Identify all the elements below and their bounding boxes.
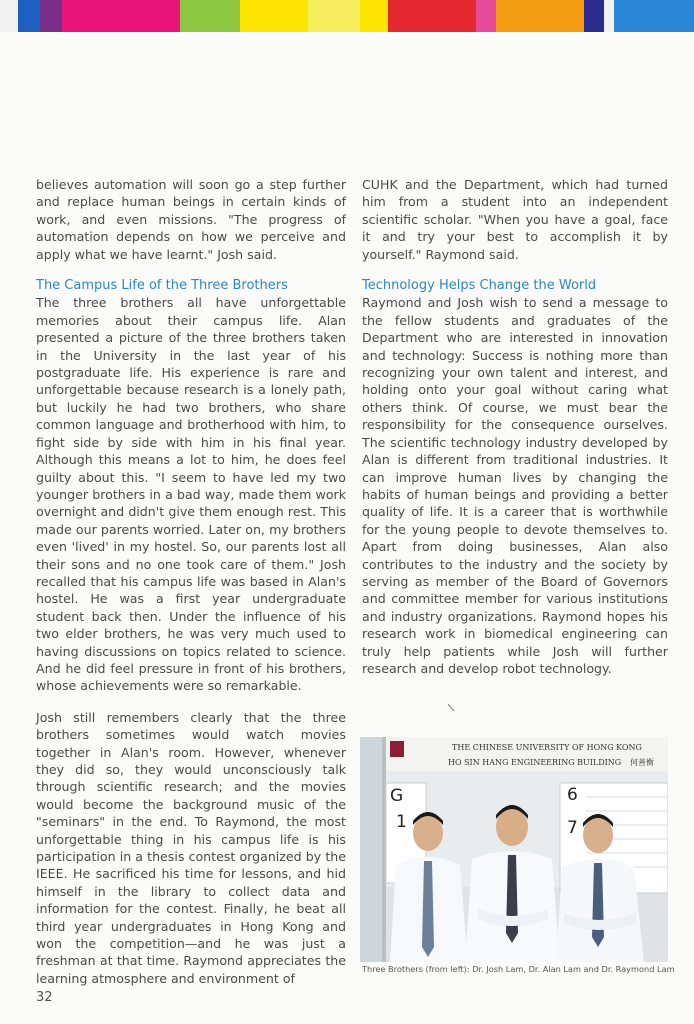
left-column [36, 176, 346, 987]
right-paragraph-2: Raymond and Josh wish to send a message to the fellow students and graduates of the Department who are interested in innovation and technology: Success is nothing more than recognizing your own talent and interest, and holding onto your goal without caring what others think. Of course, we must bear the responsibility for the consequence ourselves. The scientific technology industry developed by Alan is different from traditional industries. It can improve human lives by changing the habits of human beings and providing a better quality of life. It is a career that is worthwhile for the young people to devote themselves to. Apart from doing businesses, Alan also contributes to the industry and the society by serving as member of the Board of Governors and committee member for various institutions and industry organizations. Raymond hopes his research work in biomedical engineering can truly help patients while Josh will further research and develop robot technology. [362, 295, 668, 676]
top-color-bar [0, 0, 694, 32]
board-number-7: 7 [567, 818, 578, 838]
board-number-left: 1 [396, 812, 407, 832]
board-letter: G [390, 786, 404, 806]
sign-chinese: 何善衡 [630, 758, 654, 767]
section-heading-technology: Technology Helps Change the World [362, 278, 597, 294]
sign-line-2: HO SIN HANG ENGINEERING BUILDING [448, 758, 622, 767]
sign-line-1: THE CHINESE UNIVERSITY OF HONG KONG [452, 743, 642, 752]
left-paragraph-1: believes automation will soon go a step further and replace human beings in certain kinds of work, and even missions. "The progress of automation depends on how we perceive and apply what we have learnt." Josh said. [36, 177, 346, 262]
university-crest-icon [390, 741, 404, 757]
section-heading-campus-life: The Campus Life of the Three Brothers [36, 278, 288, 294]
photo-caption: Three Brothers (from left): Dr. Josh Lam, Dr. Alan Lam and Dr. Raymond Lam [362, 964, 675, 974]
three-brothers-photo [360, 737, 668, 962]
left-paragraph-2: The three brothers all have unforgettable memories about their campus life. Alan presented a picture of the three brothers taken in the University in the last year of his postgraduate life. His experience is rare and unforgettable because research is a lonely path, but luckily he had two brothers, who share common language and brotherhood with him, to fight side by side with him in his final year. Although this means a lot to him, he does feel guilty about this. "I seem to have led my two younger brothers in a bad way, made them work overnight and didn't give them enough rest. This made our parents worried. Later on, my brothers even 'lived' in my hostel. So, our parents lost all their sons and no one took care of them." Josh recalled that his campus life was based in Alan's hostel. He was a first year undergraduate student back then. Under the influence of his two elder brothers, he was very much used to having discussions on topics related to science. And he did feel pressure in front of his brothers, whose achievements were so remarkable. [36, 295, 346, 694]
right-column [362, 176, 668, 677]
board-number-6: 6 [567, 785, 578, 805]
left-paragraph-3: Josh still remembers clearly that the three brothers sometimes would watch movies together in Alan's room. However, whenever they did so, they would unconsciously talk through scientific research; and the movies would become the background music of the "seminars" in the end. To Raymond, the most unforgettable thing in his campus life is his participation in a thesis contest organized by the IEEE. He sacrificed his time for lessons, and hid himself in the library to collect data and information for the contest. Finally, he beat all third year undergraduates in Hong Kong and won the competition—and he was just a freshman at that time. Raymond appreciates the learning atmosphere and environment of [36, 709, 346, 986]
right-paragraph-1: CUHK and the Department, which had turned him from a student into an independent scientific scholar. "When you have a goal, face it and try your best to accomplish it by yourself." Raymond said. [362, 177, 668, 262]
page-number: 32 [36, 990, 53, 1005]
stray-mark [447, 703, 457, 713]
